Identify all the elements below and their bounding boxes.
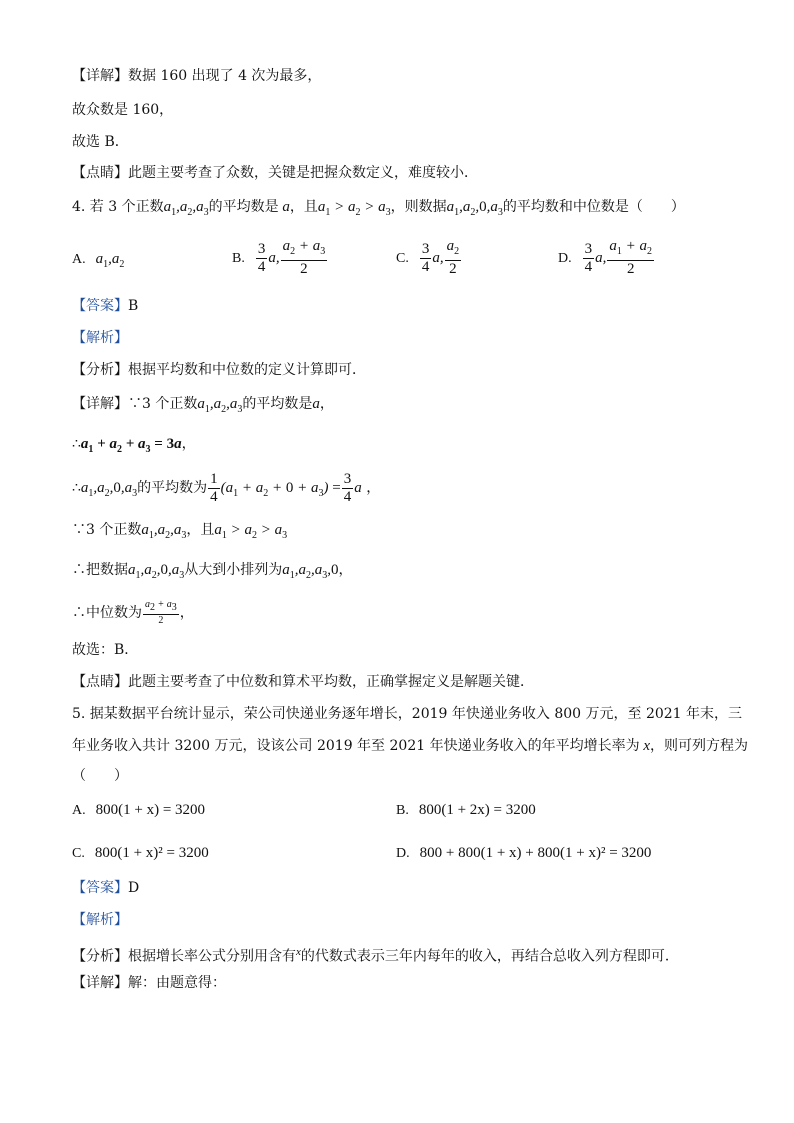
q4-option-a[interactable]: A. $a_1,a_2$: [72, 251, 125, 270]
section-tag: 【点睛】: [72, 674, 128, 690]
fenxi-4: 【分析】根据平均数和中位数的定义计算即可．: [72, 362, 366, 378]
text-line: 故众数是 160，: [72, 102, 174, 118]
section-tag: 【详解】: [72, 68, 128, 84]
q4-option-b[interactable]: B. $\frac{3}{4}$ a, $\frac{a_2 + a_3}{2}$: [232, 238, 326, 277]
q4-option-c[interactable]: C. $\frac{3}{4}$ a, $\frac{a_2}{2}$: [396, 238, 460, 277]
step-sum: $\therefore a_1 + a_2 + a_3 = 3a$，: [72, 436, 196, 455]
detail-line-1: 【详解】数据 160 出现了 4 次为最多，: [72, 68, 322, 84]
step-mean: $\therefore a_1,a_2,0,a_3$的平均数为 $\frac{1}{4}$ $(a_1 + a_2 + 0 + a_3)$ = $\frac{3}{4}$ a ，: [72, 470, 381, 505]
fenxi-5: 【分析】根据增长率公式分别用含有$^x$的代数式表示三年内每年的收入，再结合总收入列方程即可．: [72, 946, 679, 965]
section-tag: 【详解】: [72, 396, 128, 412]
analysis-5-heading: 【解析】: [72, 912, 128, 928]
step-given: ∵3 个正数$a_1,a_2,a_3$，且$a_1 > a_2 > a_3$: [72, 522, 288, 541]
step-order: ∴把数据$a_1,a_2,0,a_3$从大到小排列为$a_1,a_2,a_3,0$，: [72, 562, 353, 581]
section-tag: 【点睛】: [72, 165, 128, 181]
dianjing-4: 【点睛】此题主要考查了中位数和算术平均数，正确掌握定义是解题关键．: [72, 674, 534, 690]
xiangjie-4: 【详解】∵3 个正数$a_1,a_2,a_3$的平均数是a，: [72, 396, 334, 415]
q5-option-d[interactable]: D. 800 + 800(1 + x) + 800(1 + x)² = 3200: [396, 845, 652, 861]
comment-line-1: 【点睛】此题主要考查了众数，关键是把握众数定义，难度较小．: [72, 165, 478, 181]
section-tag: 【分析】: [72, 362, 128, 378]
q5-option-b[interactable]: B. 800(1 + 2x) = 3200: [396, 802, 536, 818]
question-4-stem: 4. 若 3 个正数$a_1,a_2,a_3$的平均数是 a，且$a_1 > a_2 > a_3$，则数据$a_1,a_2,0,a_3$的平均数和中位数是（ ）: [72, 199, 685, 218]
analysis-4-heading: 【解析】: [72, 330, 128, 346]
text-line: 故选 B．: [72, 134, 129, 150]
question-5-line-2: 年业务收入共计 3200 万元，设该公司 2019 年至 2021 年快递业务收入的年平均增长率为 x，则可列方程为: [72, 738, 749, 754]
step-median: ∴中位数为 $\frac{a_2 + a_3}{2}$ ，: [72, 599, 194, 626]
q5-option-a[interactable]: A. 800(1 + x) = 3200: [72, 802, 206, 818]
text-line: 故选：B．: [72, 642, 139, 658]
answer-5: 【答案】D: [72, 880, 140, 896]
question-5-line-1: 5. 据某数据平台统计显示，荣公司快递业务逐年增长，2019 年快递业务收入 800 万元，至 2021 年末，三: [72, 706, 743, 722]
xiangjie-5: 【详解】解：由题意得：: [72, 975, 226, 991]
q5-option-c[interactable]: C. 800(1 + x)² = 3200: [72, 845, 209, 861]
section-tag: 【详解】: [72, 975, 128, 991]
section-tag: 【分析】: [72, 948, 128, 965]
answer-4: 【答案】B: [72, 298, 139, 314]
q4-option-d[interactable]: D. $\frac{3}{4}$ a, $\frac{a_1 + a_2}{2}$: [558, 238, 652, 277]
question-5-line-3: （ ）: [72, 768, 128, 784]
section-tag: 【答案】: [72, 880, 128, 896]
section-tag: 【答案】: [72, 298, 128, 314]
